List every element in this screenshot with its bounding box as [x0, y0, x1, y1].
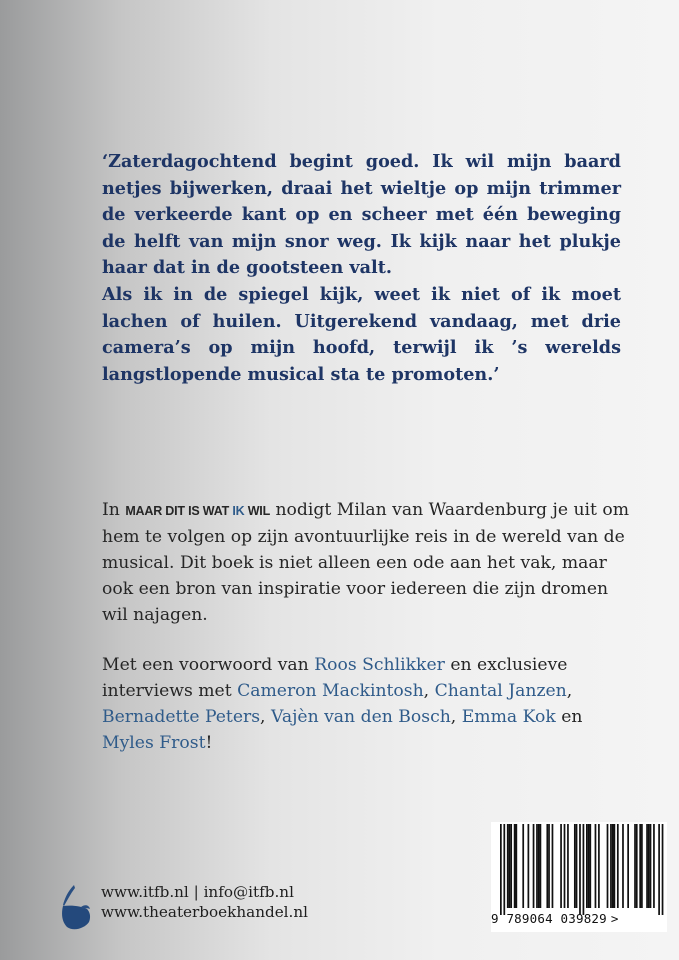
barcode-number — [491, 911, 667, 926]
quiet-zone-mark: > — [610, 911, 619, 926]
barcode-bar — [522, 824, 524, 908]
barcode-bar — [646, 824, 648, 908]
barcode-bar — [598, 824, 600, 908]
barcode-bar — [658, 824, 660, 915]
contact-info — [101, 882, 308, 922]
foreword-author: Roos Schlikker — [314, 655, 445, 675]
barcode-bar — [589, 824, 591, 908]
barcode-bar — [536, 824, 538, 908]
barcode-bar — [528, 824, 530, 908]
barcode-bar — [510, 824, 512, 908]
itfb-logo-icon — [60, 884, 92, 930]
excerpt-quote — [102, 149, 621, 388]
foreword-prefix: Met een voorwoord van — [102, 655, 309, 675]
barcode-bar — [540, 824, 542, 908]
barcode-bar — [567, 824, 569, 908]
barcode-bar — [607, 824, 609, 908]
isbn-number: 9 789064 039829 — [491, 911, 607, 926]
barcode-bar — [500, 824, 502, 915]
barcode-bar — [614, 824, 616, 908]
barcode-bar — [653, 824, 655, 908]
interviewee-name: Vajèn van den Bosch — [270, 707, 451, 727]
barcode-bar — [610, 824, 612, 908]
barcode-bar — [636, 824, 638, 908]
barcode-bar — [583, 824, 585, 915]
barcode-bar — [595, 824, 597, 908]
intro-paragraph — [102, 497, 632, 628]
barcode-bar — [538, 824, 540, 908]
barcode-bar — [514, 824, 516, 908]
credits-paragraph: Met een voorwoord van Roos Schlikker en exclusieve interviews met Cameron Mackintosh, Chantal Janzen, Bernadette Peters, Vajèn van den Bosch, Emma Kok en Myles Frost! — [102, 655, 583, 753]
barcode-bar — [641, 824, 643, 908]
last-connector: en — [561, 707, 583, 727]
barcode-bar — [612, 824, 614, 908]
barcode-bar — [503, 824, 505, 915]
barcode-bar — [634, 824, 636, 908]
barcode-bar — [586, 824, 588, 908]
interviewee-name: Emma Kok — [461, 707, 556, 727]
barcode-bar — [574, 824, 576, 908]
contact-line-1: www.itfb.nl | info@itfb.nl — [101, 883, 294, 901]
barcode-bar — [564, 824, 566, 908]
barcode-bar — [627, 824, 629, 908]
intro-text: nodigt Milan van Waardenburg je uit om hem te volgen op zijn avontuurlijke reis in de wereld van de musical. Dit boek is niet alleen een ode aan het vak, maar ook een bron van inspiratie voor iedereen die zijn dromen wil najagen. — [102, 500, 630, 625]
closing-mark: ! — [205, 733, 213, 753]
barcode-bar — [588, 824, 590, 908]
barcode-bar — [546, 824, 548, 908]
book-title-highlight: IK — [232, 504, 245, 518]
barcode-bar — [576, 824, 578, 908]
barcode-bar — [507, 824, 509, 908]
quote-paragraph-2: Als ik in de spiegel kijk, weet ik niet of ik moet lachen of huilen. Uitgerekend vandaag, met drie camera’s op mijn hoofd, terwijl ik ’s werelds langstlopende musical sta te promoten.’ — [102, 283, 621, 385]
barcode-bar — [662, 824, 664, 915]
isbn-barcode — [491, 822, 667, 932]
interviewee-name: Chantal Janzen — [434, 681, 567, 701]
book-title-part1: MAAR DIT IS WAT — [125, 504, 230, 518]
intro-prefix: In — [102, 500, 120, 520]
contact-line-2: www.theaterboekhandel.nl — [101, 903, 309, 921]
barcode-bar — [515, 824, 517, 908]
barcode-bar — [533, 824, 535, 908]
barcode-bar — [650, 824, 652, 908]
barcode-bar — [509, 824, 511, 908]
interviews-prefix: en exclusieve interviews met — [102, 655, 568, 701]
interviewee-name: Cameron Mackintosh — [237, 681, 424, 701]
barcode-bar — [579, 824, 581, 915]
publisher-footer — [60, 882, 308, 930]
book-title — [125, 504, 270, 518]
barcode-bar — [622, 824, 624, 908]
book-description — [102, 497, 632, 756]
barcode-bar — [552, 824, 554, 908]
barcode-bar — [648, 824, 650, 908]
book-title-part2: WIL — [247, 504, 271, 518]
barcode-bar — [560, 824, 562, 908]
interviewee-name: Bernadette Peters — [102, 707, 261, 727]
interviewee-name: Myles Frost — [102, 733, 206, 753]
barcode-bar — [548, 824, 550, 908]
quote-paragraph-1: ‘Zaterdagochtend begint goed. Ik wil mijn baard netjes bijwerken, draai het wieltje op mijn trimmer de verkeerde kant op en scheer met één beweging de helft van mijn snor weg. Ik kijk naar het plukje haar dat in de gootsteen valt. — [102, 151, 621, 279]
barcode-bar — [617, 824, 619, 908]
barcode-bar — [639, 824, 641, 908]
